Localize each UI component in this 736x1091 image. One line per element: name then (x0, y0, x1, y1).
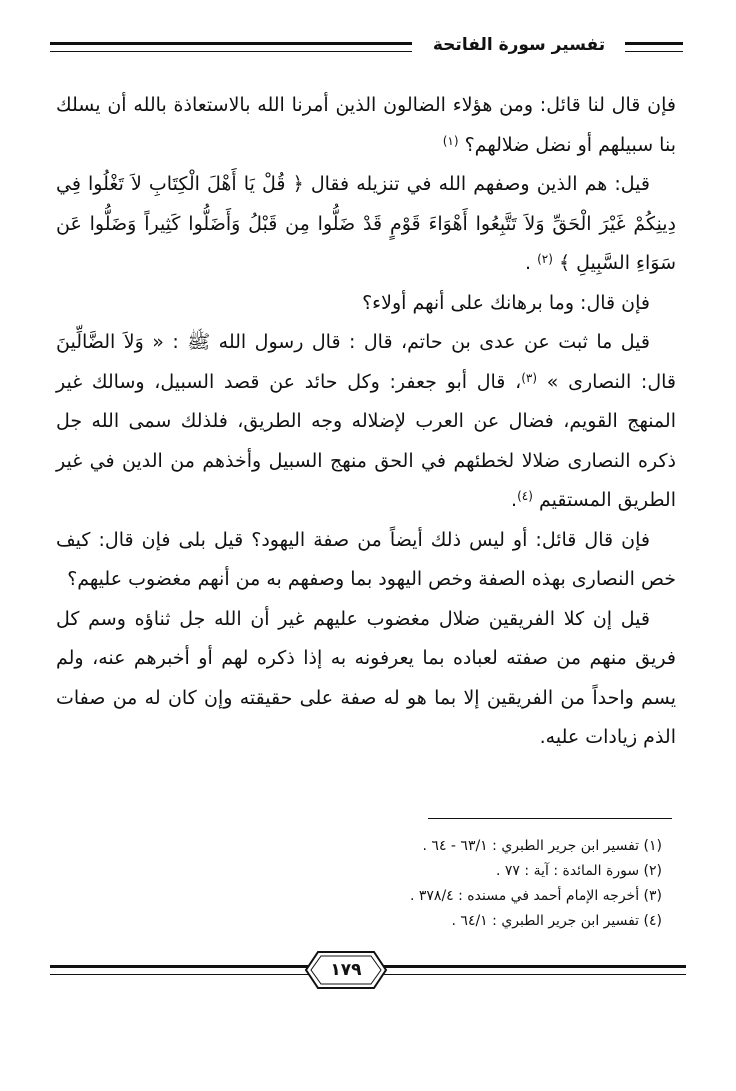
paragraph-2-text: قيل: هم الذين وصفهم الله في تنزيله فقال (310, 173, 650, 195)
header-title: تفسير سورة الفاتحة (432, 35, 606, 55)
footnote-1: (١) تفسير ابن جرير الطبري : ٦٣/١ - ٦٤ . (422, 838, 662, 854)
footnote-2: (٢) سورة المائدة : آية : ٧٧ . (496, 863, 662, 879)
footnote-separator (428, 818, 672, 819)
paragraph-4 (56, 323, 676, 521)
paragraph-6: قيل إن كلا الفريقين ضلال مغضوب عليهم غير أن الله جل ثناؤه وسم كل فريق منهم من صفته لعباده بما يعرفونه به إذا ذكره لهم أو أخبرهم عنه، ولم يسم واحداً من الفريقين إلا بما هو له صفة على حقيقته وإن كان له من صفات الذم زيادات عليه. (56, 607, 676, 748)
footnote-ref-4: (٤) (517, 489, 533, 503)
paragraph-4-end: . (511, 489, 518, 511)
quran-verse: ﴿ قُلْ يَا أَهْلَ الْكِتَابِ لاَ تَغْلُوا فِي دِينِكُمْ غَيْرَ الْحَقِّ وَلاَ تَتَّبِعُوا أَهْوَاءَ قَوْمٍ قَدْ ضَلُّوا مِن قَبْلُ وَأَضَلُّوا كَثِيراً وَضَلُّوا عَن سَوَاءِ السَّبِيلِ ﴾ (56, 173, 676, 274)
running-header (50, 34, 683, 58)
paragraph-4-text-a: قيل ما ثبت عن عدى بن حاتم، قال : قال رسول الله ﷺ : « وَلاَ الضَّالِّينَ قال: النصارى » (56, 331, 677, 393)
paragraph-4-text-b: ، قال أبو جعفر: وكل حائد عن قصد السبيل، وسالك غير المنهج القويم، فضال عن العرب لإضلاله وجه الطريق، فلذلك سمى الله جل ذكره النصارى ضلالا لخطئهم في الحق منهج السبيل وأخذهم من الدين في غير الطريق المستقيم (56, 370, 676, 511)
footer-rule-right (384, 965, 686, 975)
footnote-ref-2: (٢) (537, 252, 553, 266)
header-rule-right (625, 42, 683, 52)
page-footer (50, 950, 686, 990)
body-text (56, 86, 676, 758)
header-rule-left (50, 42, 412, 52)
footnote-4: (٤) تفسير ابن جرير الطبري : ٦٤/١ . (451, 913, 662, 929)
footnote-ref-3: (٣) (521, 370, 538, 385)
paragraph-3: فإن قال: وما برهانك على أنهم أولاء؟ (362, 291, 650, 314)
paragraph-2 (56, 165, 676, 284)
page-number: ١٧٩ (330, 960, 362, 980)
footnote-3: (٣) أخرجه الإمام أحمد في مسنده : ٣٧٨/٤ . (409, 888, 662, 904)
paragraph-1 (56, 86, 676, 165)
footer-rule-left (50, 965, 308, 975)
paragraph-5: فإن قال قائل: أو ليس ذلك أيضاً من صفة اليهود؟ قيل بلى فإن قال: كيف خص النصارى بهذه الصفة وخص اليهود بما وصفهم به من أنهم مغضوب عليهم؟ (56, 528, 676, 590)
footnotes (56, 834, 674, 934)
footnote-ref-1: (١) (442, 133, 459, 148)
paragraph-1-text: فإن قال لنا قائل: ومن هؤلاء الضالون الذين أمرنا الله بالاستعاذة بالله أن يسلك بنا سبيلهم أو نضل ضلالهم؟ (56, 94, 676, 156)
paragraph-2-end: . (524, 252, 538, 274)
